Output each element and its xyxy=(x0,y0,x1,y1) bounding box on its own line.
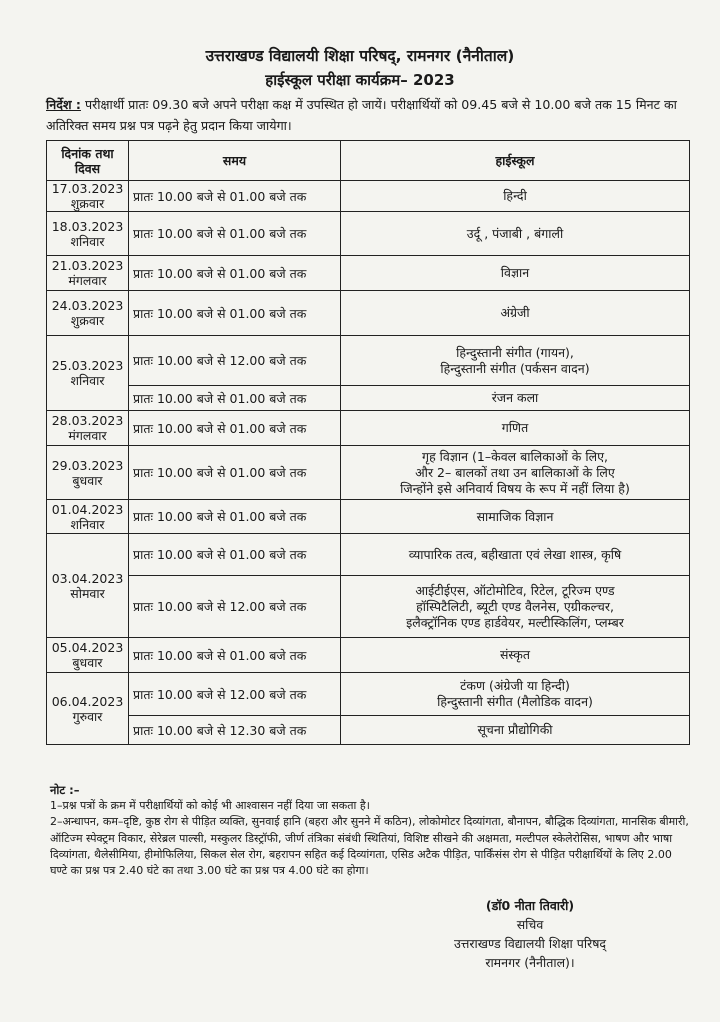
exam-day: शुक्रवार xyxy=(70,313,105,328)
date-cell xyxy=(47,256,129,291)
table-row xyxy=(47,411,690,446)
time-cell: प्रातः 10.00 बजे से 01.00 बजे तक xyxy=(129,411,341,446)
date-cell xyxy=(47,638,129,673)
date-cell xyxy=(47,534,129,638)
table-row xyxy=(47,336,690,386)
subject-line: हिन्दी xyxy=(503,188,527,203)
subject-cell xyxy=(341,638,690,673)
schedule-body xyxy=(47,181,690,745)
table-row xyxy=(47,212,690,256)
exam-date: 28.03.2023 xyxy=(51,413,124,428)
time-cell: प्रातः 10.00 बजे से 01.00 बजे तक xyxy=(129,212,341,256)
subject-line: सामाजिक विज्ञान xyxy=(476,508,554,524)
signatory-name: (डॉ0 नीता तिवारी) xyxy=(485,898,575,913)
schedule-table xyxy=(46,140,690,745)
exam-day: गुरुवार xyxy=(72,708,103,724)
subject-cell xyxy=(341,576,690,638)
table-row xyxy=(47,534,690,576)
document-title: उत्तराखण्ड विद्यालयी शिक्षा परिषद्, रामनगर (नैनीताल) xyxy=(205,47,515,65)
subject-line: रंजन कला xyxy=(491,390,539,405)
table-row xyxy=(47,576,690,638)
date-cell xyxy=(47,500,129,534)
table-row xyxy=(47,673,690,716)
subject-line: विज्ञान xyxy=(500,265,530,280)
subject-line: और 2– बालकों तथा उन बालिकाओं के लिए xyxy=(415,464,615,480)
table-row xyxy=(47,446,690,500)
subject-line: अंग्रेजी xyxy=(500,305,530,320)
time-cell: प्रातः 10.00 बजे से 01.00 बजे तक xyxy=(129,534,341,576)
time-cell: प्रातः 10.00 बजे से 01.00 बजे तक xyxy=(129,386,341,411)
time-cell: प्रातः 10.00 बजे से 12.00 बजे तक xyxy=(129,336,341,386)
instruction-text: परीक्षार्थी प्रातः 09.30 बजे अपने परीक्षा कक्ष में उपस्थित हो जायें। परीक्षार्थियों को 09.45 बजे से 10.00 बजे तक 15 मिनट का अतिरिक्त समय प्रश्न पत्र पढ़ने हेतु प्रदान किया जायेगा। xyxy=(46,97,677,133)
table-row xyxy=(47,256,690,291)
subject-line: टंकण (अंग्रेजी या हिन्दी) xyxy=(460,678,570,693)
subject-line: इलैक्ट्रॉनिक एण्ड हार्डवेयर, मल्टीस्किलिंग, प्लम्बर xyxy=(406,614,624,630)
exam-date: 05.04.2023 xyxy=(51,640,124,655)
time-cell: प्रातः 10.00 बजे से 12.00 बजे तक xyxy=(129,576,341,638)
exam-date: 17.03.2023 xyxy=(51,181,124,196)
subject-cell xyxy=(341,291,690,336)
exam-day: मंगलवार xyxy=(68,428,107,443)
subject-cell xyxy=(341,446,690,500)
subject-line: व्यापारिक तत्व, बहीखाता एवं लेखा शास्त्र, कृषि xyxy=(408,546,622,562)
exam-date: 25.03.2023 xyxy=(51,358,124,373)
subject-cell xyxy=(341,673,690,716)
exam-day: शुक्रवार xyxy=(70,196,105,211)
subject-line: हिन्दुस्तानी संगीत (पर्कसन वादन) xyxy=(440,360,590,376)
signatory-designation: सचिव xyxy=(516,917,544,932)
exam-day: शनिवार xyxy=(70,373,105,388)
subject-cell xyxy=(341,411,690,446)
table-row xyxy=(47,386,690,411)
table-row xyxy=(47,638,690,673)
time-cell: प्रातः 10.00 बजे से 01.00 बजे तक xyxy=(129,638,341,673)
exam-day: सोमवार xyxy=(70,585,105,601)
subject-cell xyxy=(341,181,690,212)
header-date: दिनांक तथा दिवस xyxy=(47,141,129,181)
time-cell: प्रातः 10.00 बजे से 01.00 बजे तक xyxy=(129,446,341,500)
date-cell xyxy=(47,673,129,745)
note-item-1: 1–प्रश्न पत्रों के क्रम में परीक्षार्थियों को कोई भी आश्वासन नहीं दिया जा सकता है। xyxy=(50,799,370,813)
subject-cell xyxy=(341,212,690,256)
exam-date: 21.03.2023 xyxy=(51,258,124,273)
table-header-row xyxy=(47,141,690,181)
subject-line: हॉस्पिटैलिटी, ब्यूटी एण्ड वैलनेस, एग्रीकल्चर, xyxy=(416,598,614,614)
subject-cell xyxy=(341,386,690,411)
exam-day: मंगलवार xyxy=(68,273,107,288)
table-row xyxy=(47,500,690,534)
instruction-paragraph xyxy=(46,94,686,136)
table-row xyxy=(47,291,690,336)
exam-day: शनिवार xyxy=(70,233,105,249)
time-cell: प्रातः 10.00 बजे से 12.30 बजे तक xyxy=(129,716,341,745)
exam-date: 06.04.2023 xyxy=(51,693,124,709)
subject-cell xyxy=(341,500,690,534)
notes-title: नोट :– xyxy=(50,783,80,797)
date-cell xyxy=(47,291,129,336)
subject-cell xyxy=(341,716,690,745)
subject-cell xyxy=(341,336,690,386)
exam-date: 03.04.2023 xyxy=(51,570,124,586)
time-cell: प्रातः 10.00 बजे से 01.00 बजे तक xyxy=(129,256,341,291)
time-cell: प्रातः 10.00 बजे से 01.00 बजे तक xyxy=(129,181,341,212)
signatory-org: उत्तराखण्ड विद्यालयी शिक्षा परिषद् xyxy=(453,936,607,951)
exam-date: 01.04.2023 xyxy=(51,501,124,517)
subject-line: गणित xyxy=(501,420,529,435)
time-cell: प्रातः 10.00 बजे से 01.00 बजे तक xyxy=(129,291,341,336)
exam-date: 29.03.2023 xyxy=(51,457,124,473)
header-subject: हाईस्कूल xyxy=(341,141,690,181)
date-cell xyxy=(47,181,129,212)
subject-cell xyxy=(341,256,690,291)
exam-day: बुधवार xyxy=(72,472,103,488)
signature-block xyxy=(380,896,680,972)
date-cell xyxy=(47,446,129,500)
exam-day: शनिवार xyxy=(70,516,105,532)
exam-date: 18.03.2023 xyxy=(51,218,124,234)
header-time: समय xyxy=(129,141,341,181)
document-subtitle: हाईस्कूल परीक्षा कार्यक्रम– 2023 xyxy=(265,71,455,89)
date-cell xyxy=(47,411,129,446)
subject-line: जिन्होंने इसे अनिवार्य विषय के रूप में नहीं लिया है) xyxy=(400,480,630,496)
date-cell xyxy=(47,212,129,256)
subject-line: सूचना प्रौद्योगिकी xyxy=(477,722,553,737)
subject-line: आईटीईएस, ऑटोमोटिव, रिटेल, टूरिज्म एण्ड xyxy=(415,582,615,598)
instruction-label: निर्देश : xyxy=(46,97,81,112)
subject-line: संस्कृत xyxy=(499,647,531,662)
notes-section xyxy=(50,782,690,879)
subject-line: हिन्दुस्तानी संगीत (मैलोडिक वादन) xyxy=(437,694,593,709)
exam-date: 24.03.2023 xyxy=(51,298,124,313)
time-cell: प्रातः 10.00 बजे से 12.00 बजे तक xyxy=(129,673,341,716)
table-row xyxy=(47,181,690,212)
signatory-place: रामनगर (नैनीताल)। xyxy=(485,955,575,970)
table-row xyxy=(47,716,690,745)
time-cell: प्रातः 10.00 बजे से 01.00 बजे तक xyxy=(129,500,341,534)
note-item-2: 2–अन्धापन, कम–दृष्टि, कुष्ठ रोग से पीड़ित व्यक्ति, सुनवाई हानि (बहरा और सुनने में कठिन), लोकोमोटर दिव्यांगता, बौनापन, बौद्धिक दिव्यांगता, मानसिक बीमारी, ऑटिज्म स्पेक्ट्रम विकार, सेरेब्रल पाल्सी, मस्कुलर डिस्ट्रॉफी, जीर्ण तंत्रिका संबंधी स्थितियां, विशिष्ट सीखने की अक्षमता, मल्टीपल स्केलेरोसिस, भाषण और भाषा दिव्यांगता, थैलेसीमिया, हीमोफिलिया, सिकल सेल रोग, बहरापन सहित कई दिव्यांगता, एसिड अटैक पीड़ित, पार्किंसंस रोग से पीड़ित परीक्षार्थियों के लिए 2.00 घण्टे का प्रश्न पत्र 2.40 घंटे का तथा 3.00 घंटे का प्रश्न पत्र 4.00 घंटे का होगा। xyxy=(50,815,689,878)
date-cell xyxy=(47,336,129,411)
subject-line: हिन्दुस्तानी संगीत (गायन), xyxy=(456,344,574,360)
exam-day: बुधवार xyxy=(72,655,103,670)
subject-line: गृह विज्ञान (1–केवल बालिकाओं के लिए, xyxy=(422,448,608,464)
subject-cell xyxy=(341,534,690,576)
subject-line: उर्दू , पंजाबी , बंगाली xyxy=(466,225,564,241)
